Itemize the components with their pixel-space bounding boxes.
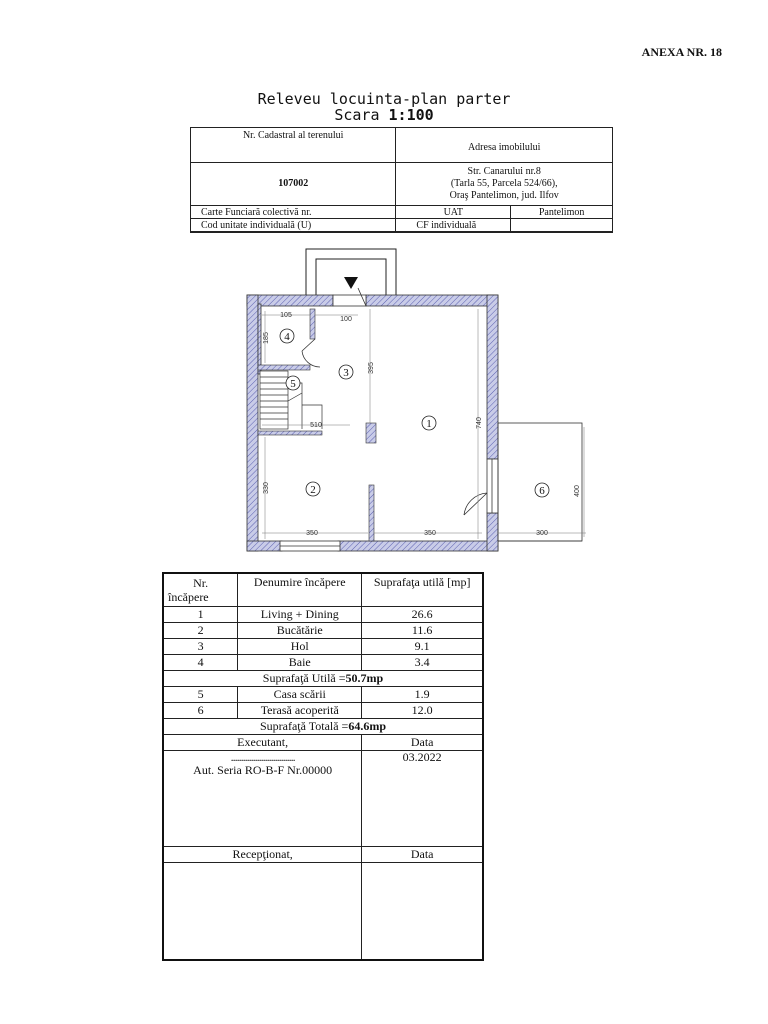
carte-funciara-label: Carte Funciară colectivă nr. (191, 206, 396, 219)
executant-label: Executant, (163, 735, 362, 751)
header-nr (163, 573, 238, 607)
floor-plan (240, 243, 600, 555)
room-number: 3 (343, 367, 349, 379)
terrace (498, 423, 582, 541)
room-name: Hol (238, 639, 362, 655)
room-nr: 3 (163, 639, 238, 655)
rooms-table (162, 572, 484, 961)
data-label: Data (362, 735, 483, 751)
dimension-label: 740 (476, 417, 483, 429)
room-area: 26.6 (362, 607, 483, 623)
plan-scale (0, 108, 768, 123)
table-row (163, 687, 483, 703)
room-number: 4 (284, 331, 290, 343)
room-nr: 2 (163, 623, 238, 639)
table-row (163, 607, 483, 623)
header-name: Denumire încăpere (238, 573, 362, 607)
subtotal (163, 671, 483, 687)
dimension-label: 510 (310, 422, 322, 429)
room-name: Bucătărie (238, 623, 362, 639)
room-nr: 6 (163, 703, 238, 719)
total (163, 719, 483, 735)
room-name: Living + Dining (238, 607, 362, 623)
room-area: 9.1 (362, 639, 483, 655)
room-number: 5 (290, 378, 296, 390)
header-nr-line2: încăpere (168, 590, 209, 604)
subtotal-value: 50.7mp (345, 671, 384, 685)
table-row (163, 703, 483, 719)
receptionat-date-area (362, 863, 483, 961)
dimension-label: 100 (340, 316, 352, 323)
receptionat-label: Recepţionat, (163, 847, 362, 863)
cf-individuala-label: CF individuală (396, 219, 511, 233)
subtotal-label: Suprafaţă Utilă = (262, 671, 346, 685)
room-number: 2 (310, 484, 316, 496)
uat-label: UAT (396, 206, 511, 219)
scale-value: 1:100 (388, 106, 434, 124)
room-number: 6 (539, 485, 545, 497)
annex-number: ANEXA NR. 18 (641, 45, 722, 59)
dimension-label: 330 (263, 482, 270, 494)
nr-cadastral-label: Nr. Cadastral al terenului (191, 128, 396, 163)
room-name: Baie (238, 655, 362, 671)
adresa-line2: (Tarla 55, Parcela 524/66), (450, 178, 558, 189)
room-area: 11.6 (362, 623, 483, 639)
table-row (163, 623, 483, 639)
table-row (163, 639, 483, 655)
date-value: 03.2022 (362, 751, 483, 847)
dimension-label: 350 (424, 530, 436, 537)
adresa-value (396, 163, 613, 206)
room-area: 12.0 (362, 703, 483, 719)
nr-cadastral-value: 107002 (191, 163, 396, 206)
adresa-line3: Oraş Pantelimon, jud. Ilfov (449, 190, 559, 201)
header-area: Suprafaţa utilă [mp] (362, 573, 483, 607)
dimension-label: 300 (536, 530, 548, 537)
total-value: 64.6mp (348, 719, 386, 733)
room-name: Casa scării (238, 687, 362, 703)
room-area: 1.9 (362, 687, 483, 703)
room-area: 3.4 (362, 655, 483, 671)
adresa-line1: Str. Canarului nr.8 (467, 166, 541, 177)
entrance-arrow-icon (344, 277, 358, 289)
room-nr: 1 (163, 607, 238, 623)
authorization-number: Aut. Seria RO-B-F Nr.00000 (193, 763, 333, 777)
cf-individuala-value (511, 219, 613, 233)
cod-unitate-label: Cod unitate individuală (U) (191, 219, 396, 233)
cadastral-table (190, 127, 613, 233)
dimension-label: 350 (306, 530, 318, 537)
header-nr-line1: Nr. (193, 576, 209, 590)
dimension-label: 395 (368, 362, 375, 374)
room-number: 1 (426, 418, 432, 430)
plan-title: Releveu locuinta-plan parter (257, 90, 511, 108)
uat-value: Pantelimon (511, 206, 613, 219)
dimension-label: 105 (280, 312, 292, 319)
room-nr: 5 (163, 687, 238, 703)
scale-label: Scara (334, 106, 380, 124)
room-markers (280, 329, 549, 497)
dimension-label: 400 (574, 485, 581, 497)
table-row (163, 655, 483, 671)
dimension-label: 185 (263, 332, 270, 344)
signature-dots: ................................ (230, 750, 295, 764)
room-name: Terasă acoperită (238, 703, 362, 719)
executant-signature-area (163, 751, 362, 847)
receptionat-signature-area (163, 863, 362, 961)
doors (302, 288, 487, 515)
room-nr: 4 (163, 655, 238, 671)
adresa-label: Adresa imobilului (396, 128, 613, 163)
total-label: Suprafaţă Totală = (259, 719, 349, 733)
data-label-2: Data (362, 847, 483, 863)
